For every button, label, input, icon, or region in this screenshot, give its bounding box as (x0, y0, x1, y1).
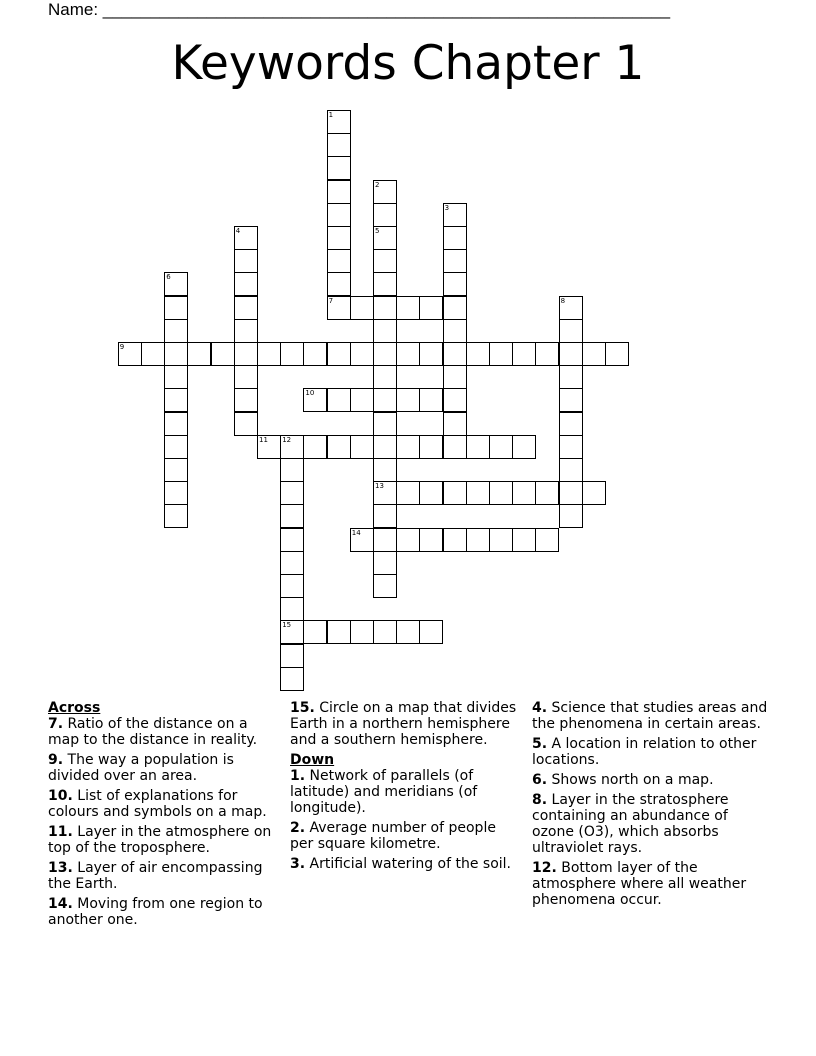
grid-cell[interactable] (443, 203, 467, 227)
grid-cell[interactable] (373, 528, 397, 552)
grid-cell[interactable] (396, 481, 420, 505)
grid-cell[interactable] (234, 296, 258, 320)
grid-cell[interactable] (373, 249, 397, 273)
clue-across-7: 7. Ratio of the distance on a map to the distance in reality. (48, 716, 258, 748)
clue-across-10: 10. List of explanations for colours and symbols on a map. (48, 788, 267, 820)
grid-cell[interactable] (327, 180, 351, 204)
grid-cell[interactable] (443, 319, 467, 343)
clue-across-15: 15. Circle on a map that divides Earth in a northern hemisphere and a southern hemisphere. (290, 700, 517, 748)
grid-cell[interactable] (141, 342, 165, 366)
grid-cell[interactable] (373, 319, 397, 343)
clue-down-3: 3. Artificial watering of the soil. (290, 856, 511, 872)
grid-cell[interactable] (234, 226, 258, 250)
grid-cell[interactable] (559, 296, 583, 320)
grid-cell[interactable] (419, 296, 443, 320)
grid-cell[interactable] (559, 504, 583, 528)
grid-cell[interactable] (187, 342, 211, 366)
grid-cell[interactable] (559, 481, 583, 505)
clue-number-label: 12 (282, 435, 292, 444)
clue-across-9: 9. The way a population is divided over an area. (48, 752, 234, 784)
grid-cell[interactable] (303, 388, 327, 412)
grid-cell[interactable] (280, 667, 304, 691)
grid-cell[interactable] (559, 342, 583, 366)
grid-cell[interactable] (419, 620, 443, 644)
grid-cell[interactable] (489, 435, 513, 459)
grid-cell[interactable] (373, 180, 397, 204)
grid-cell[interactable] (280, 644, 304, 668)
grid-cell[interactable] (535, 528, 559, 552)
grid-cell[interactable] (373, 388, 397, 412)
grid-cell[interactable] (327, 296, 351, 320)
clue-down-1: 1. Network of parallels (of latitude) and meridians (of longitude). (290, 768, 478, 816)
grid-cell[interactable] (164, 272, 188, 296)
grid-cell[interactable] (327, 110, 351, 134)
grid-cell[interactable] (280, 435, 304, 459)
clue-number-label: 11 (259, 435, 268, 444)
grid-cell[interactable] (396, 528, 420, 552)
grid-cell[interactable] (489, 342, 513, 366)
grid-cell[interactable] (350, 342, 374, 366)
grid-cell[interactable] (164, 458, 188, 482)
grid-cell[interactable] (373, 342, 397, 366)
grid-cell[interactable] (164, 365, 188, 389)
grid-cell[interactable] (466, 435, 490, 459)
clue-number-label: 14 (351, 528, 361, 537)
grid-cell[interactable] (443, 435, 467, 459)
name-field-line[interactable]: Name: ____________________________________________________________ (48, 0, 671, 19)
grid-cell[interactable] (327, 620, 351, 644)
grid-cell[interactable] (443, 388, 467, 412)
grid-cell[interactable] (327, 249, 351, 273)
clue-number-label: 6 (166, 273, 171, 282)
clue-number-label: 15 (282, 621, 292, 630)
grid-cell[interactable] (327, 133, 351, 157)
grid-cell[interactable] (373, 226, 397, 250)
clue-number-label: 4 (235, 227, 241, 235)
grid-cell[interactable] (373, 203, 397, 227)
grid-cell[interactable] (280, 597, 304, 621)
clue-across-14: 14. Moving from one region to another one. (48, 896, 263, 928)
grid-cell[interactable] (466, 528, 490, 552)
grid-cell[interactable] (118, 342, 142, 366)
grid-cell[interactable] (327, 203, 351, 227)
grid-cell[interactable] (419, 435, 443, 459)
grid-cell[interactable] (605, 342, 629, 366)
grid-cell[interactable] (535, 481, 559, 505)
clue-number-label: 10 (305, 389, 315, 398)
grid-cell[interactable] (443, 342, 467, 366)
grid-cell[interactable] (512, 528, 536, 552)
clue-number-label: 3 (444, 203, 450, 212)
grid-cell[interactable] (512, 481, 536, 505)
grid-cell[interactable] (350, 620, 374, 644)
grid-cell[interactable] (443, 296, 467, 320)
grid-cell[interactable] (211, 342, 235, 366)
grid-cell[interactable] (373, 296, 397, 320)
grid-cell[interactable] (443, 272, 467, 296)
grid-cell[interactable] (280, 551, 304, 575)
grid-cell[interactable] (327, 342, 351, 366)
grid-cell[interactable] (396, 296, 420, 320)
grid-cell[interactable] (327, 272, 351, 296)
clue-across-13: 13. Layer of air encompassing the Earth. (48, 860, 263, 892)
clue-number-label: 8 (560, 296, 566, 305)
grid-cell[interactable] (559, 319, 583, 343)
grid-cell[interactable] (419, 528, 443, 552)
grid-cell[interactable] (350, 528, 374, 552)
grid-cell[interactable] (234, 319, 258, 343)
grid-cell[interactable] (396, 342, 420, 366)
clue-down-2: 2. Average number of people per square kilometre. (290, 820, 496, 852)
grid-cell[interactable] (535, 342, 559, 366)
grid-cell[interactable] (373, 365, 397, 389)
grid-cell[interactable] (396, 388, 420, 412)
grid-cell[interactable] (164, 504, 188, 528)
grid-cell[interactable] (164, 388, 188, 412)
grid-cell[interactable] (443, 249, 467, 273)
grid-cell[interactable] (234, 388, 258, 412)
grid-cell[interactable] (350, 296, 374, 320)
grid-cell[interactable] (373, 412, 397, 436)
grid-cell[interactable] (164, 319, 188, 343)
grid-cell[interactable] (512, 342, 536, 366)
grid-cell[interactable] (443, 365, 467, 389)
clue-number-label: 5 (375, 227, 380, 235)
grid-cell[interactable] (234, 272, 258, 296)
clues-column-3 (532, 700, 772, 912)
grid-cell[interactable] (396, 435, 420, 459)
page-title: Keywords Chapter 1 (171, 36, 645, 91)
grid-cell[interactable] (466, 481, 490, 505)
clues-column-1 (48, 700, 283, 932)
grid-cell[interactable] (303, 620, 327, 644)
grid-cell[interactable] (373, 620, 397, 644)
grid-cell[interactable] (443, 412, 467, 436)
grid-cell[interactable] (164, 342, 188, 366)
grid-cell[interactable] (303, 435, 327, 459)
grid-cell[interactable] (489, 481, 513, 505)
clue-down-5: 5. A location in relation to other locations. (532, 736, 757, 768)
grid-cell[interactable] (164, 481, 188, 505)
grid-cell[interactable] (559, 412, 583, 436)
clue-down-6: 6. Shows north on a map. (532, 772, 714, 788)
grid-cell[interactable] (234, 342, 258, 366)
clue-number-label: 1 (328, 111, 334, 119)
grid-cell[interactable] (443, 528, 467, 552)
grid-cell[interactable] (419, 342, 443, 366)
grid-cell[interactable] (512, 435, 536, 459)
grid-cell[interactable] (582, 342, 606, 366)
grid-cell[interactable] (559, 388, 583, 412)
across-heading: Across (48, 700, 101, 716)
grid-cell[interactable] (257, 435, 281, 459)
grid-cell[interactable] (396, 620, 420, 644)
grid-cell[interactable] (559, 435, 583, 459)
grid-cell[interactable] (373, 481, 397, 505)
grid-cell[interactable] (280, 458, 304, 482)
grid-cell[interactable] (559, 458, 583, 482)
grid-cell[interactable] (443, 481, 467, 505)
grid-cell[interactable] (327, 388, 351, 412)
grid-cell[interactable] (466, 342, 490, 366)
down-heading: Down (290, 752, 335, 768)
grid-cell[interactable] (164, 435, 188, 459)
clue-number-label: 7 (328, 296, 334, 305)
clue-number-label: 9 (119, 343, 125, 351)
grid-cell[interactable] (419, 481, 443, 505)
grid-cell[interactable] (559, 365, 583, 389)
grid-cell[interactable] (373, 272, 397, 296)
grid-cell[interactable] (164, 412, 188, 436)
grid-cell[interactable] (373, 504, 397, 528)
grid-cell[interactable] (373, 458, 397, 482)
grid-cell[interactable] (303, 342, 327, 366)
clue-across-11: 11. Layer in the atmosphere on top of the troposphere. (48, 824, 272, 856)
grid-cell[interactable] (443, 226, 467, 250)
clue-down-4: 4. Science that studies areas and the phenomena in certain areas. (532, 700, 768, 732)
grid-cell[interactable] (373, 574, 397, 598)
grid-cell[interactable] (164, 296, 188, 320)
grid-cell[interactable] (257, 342, 281, 366)
clue-number-label: 13 (375, 482, 384, 491)
grid-cell[interactable] (350, 435, 374, 459)
grid-cell[interactable] (582, 481, 606, 505)
grid-cell[interactable] (419, 388, 443, 412)
grid-cell[interactable] (280, 620, 304, 644)
grid-cell[interactable] (327, 226, 351, 250)
grid-cell[interactable] (280, 528, 304, 552)
grid-cell[interactable] (234, 365, 258, 389)
grid-cell[interactable] (234, 249, 258, 273)
grid-cell[interactable] (280, 504, 304, 528)
grid-cell[interactable] (280, 342, 304, 366)
grid-cell[interactable] (280, 481, 304, 505)
clue-down-8: 8. Layer in the stratosphere containing an abundance of ozone (O3), which absorbs ultraviolet rays. (532, 792, 729, 856)
grid-cell[interactable] (350, 388, 374, 412)
grid-cell[interactable] (373, 551, 397, 575)
grid-cell[interactable] (327, 156, 351, 180)
grid-cell[interactable] (234, 412, 258, 436)
grid-cell[interactable] (373, 435, 397, 459)
clues-column-2 (290, 700, 520, 876)
grid-cell[interactable] (489, 528, 513, 552)
grid-cell[interactable] (327, 435, 351, 459)
clue-down-12: 12. Bottom layer of the atmosphere where all weather phenomena occur. (532, 860, 747, 908)
grid-cell[interactable] (280, 574, 304, 598)
clue-number-label: 2 (375, 180, 380, 189)
